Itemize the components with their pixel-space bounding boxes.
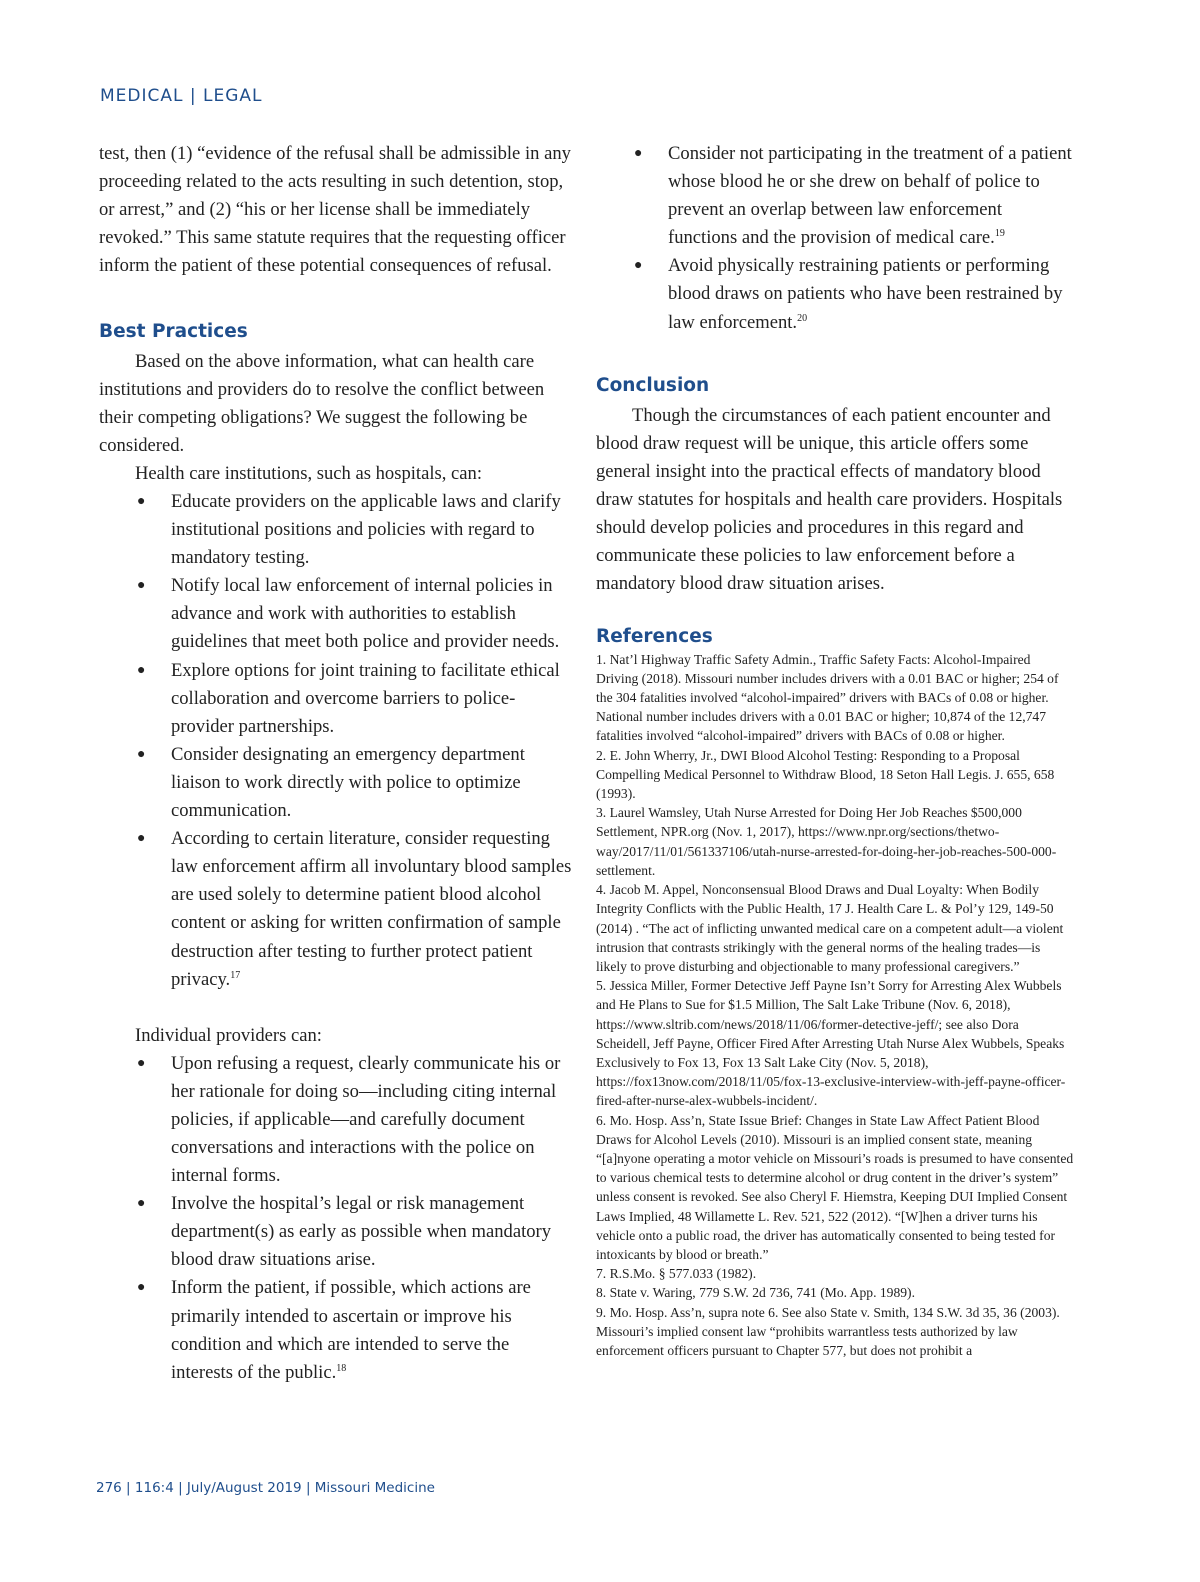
footnote-ref: 19 [994, 228, 1005, 240]
institution-list [99, 488, 573, 994]
bullet-icon: ● [634, 146, 643, 161]
list-item: ● Inform the patient, if possible, which actions are primarily intended to ascertain or improve his condition and which are intended to serve the interests of the public.$^{18}$ [99, 1274, 573, 1386]
bullet-icon: ● [137, 746, 146, 762]
intro-paragraph: test, then (1) “evidence of the refusal shall be admissible in any proceeding related to the acts resulting in such detention, stop, or arrest,” and (2) “his or her license shall be immediately revoked.” This same statute requires that the requesting officer inform the patient of these potential consequences of refusal. [99, 143, 571, 276]
bullet-icon: ● [137, 831, 146, 847]
reference-item: 6. Mo. Hosp. Ass’n, State Issue Brief: Changes in State Law Affect Patient Blood Draws for Alcohol Levels (2010). Missouri is an implied consent state, meaning “[a]nyone operating a motor vehicle on Missouri’s roads is presumed to have consented to various chemical tests to determine alcohol or drug content in the driver’s system” unless consent is revoked. See also Cheryl F. Hiemstra, Keeping DUI Implied Consent Laws Implied, 48 Willamette L. Rev. 521, 522 (2012). “[W]hen a driver turns his vehicle onto a public road, the driver has automatically consented to being tested for intoxicants by blood or breath.” [596, 1112, 1074, 1262]
reference-item: 1. Nat’l Highway Traffic Safety Admin., Traffic Safety Facts: Alcohol-Impaired Driving (2018). Missouri number includes drivers with a 0.01 BAC or higher; 254 of the 304 fatalities involved “alcohol-impaired” drivers with BACs of 0.08 or higher. National number includes drivers with a 0.01 BAC or higher; 10,874 of the 12,747 fatalities involved “alcohol-impaired” drivers with BACs of 0.08 or higher. [596, 651, 1059, 744]
bullet-icon: ● [137, 662, 146, 678]
footnote-ref: 20 [797, 312, 808, 324]
list-item: ● Avoid physically restraining patients or performing blood draws on patients who have been restrained by law enforcement.$^{20}$ [596, 252, 1074, 336]
provider-list [99, 1050, 573, 1387]
left-column [99, 140, 573, 1387]
list-item: ● According to certain literature, consider requesting law enforcement affirm all involuntary blood samples are used solely to determine patient blood alcohol content or asking for written confirmation of sample destruction after testing to further protect patient privacy.$^{17}$ [99, 825, 573, 994]
institutions-lead: Health care institutions, such as hospitals, can: [135, 463, 483, 484]
best-practices-heading: Best Practices [99, 321, 248, 342]
references-list [596, 650, 1074, 1361]
section-label: MEDICAL | LEGAL [100, 86, 263, 106]
list-item: ● Notify local law enforcement of internal policies in advance and work with authorities to establish guidelines that meet both police and provider needs. [99, 572, 573, 656]
footnote-ref: 17 [230, 969, 241, 981]
conclusion-paragraph: Though the circumstances of each patient encounter and blood draw request will be unique, this article offers some general insight into the practical effects of mandatory blood draw statutes for hospitals and health care providers. Hospitals should develop policies and procedures in this regard and communicate these policies to law enforcement before a mandatory blood draw situation arises. [596, 404, 1063, 594]
list-item: ● Explore options for joint training to facilitate ethical collaboration and overcome barriers to police-provider partnerships. [99, 657, 573, 741]
reference-item: 4. Jacob M. Appel, Nonconsensual Blood Draws and Dual Loyalty: When Bodily Integrity Conflicts with the Public Health, 17 J. Health Care L. & Pol’y 129, 149-50 (2014) . “The act of inflicting unwanted medical care on a competent adult—a violent intrusion that contrasts strikingly with the general norms of the healing trades—is likely to prove disturbing and objectionable to many professional caregivers.” [596, 882, 1064, 974]
list-item: ● Consider designating an emergency department liaison to work directly with police to optimize communication. [99, 741, 573, 825]
conclusion-heading: Conclusion [596, 374, 710, 396]
list-item: ● Consider not participating in the treatment of a patient whose blood he or she drew on behalf of police to prevent an overlap between law enforcement functions and the provision of medical care.$^{19}$ [596, 140, 1074, 252]
reference-item: 7. R.S.Mo. § 577.033 (1982). [596, 1266, 757, 1282]
providers-lead: Individual providers can: [135, 1024, 322, 1046]
best-practices-paragraph: Based on the above information, what can health care institutions and providers do to resolve the conflict between their competing obligations? We suggest the following be considered. [99, 351, 545, 456]
bullet-icon: ● [137, 494, 146, 509]
provider-list-continued [596, 140, 1074, 337]
reference-item: 3. Laurel Wamsley, Utah Nurse Arrested for Doing Her Job Reaches $500,000 Settlement, NPR.org (Nov. 1, 2017), https://www.npr.org/sections/thetwo-way/2017/11/01/561337106/utah-nurse-arrested-for-doing-her-job-reaches-500-000-settlement. [596, 805, 1057, 878]
reference-item: 5. Jessica Miller, Former Detective Jeff Payne Isn’t Sorry for Arresting Alex Wubbels and He Plans to Sue for $1.5 Million, The Salt Lake Tribune (Nov. 6, 2018), https://www.sltrib.com/news/2018/11/06/former-detective-jeff/; see also Dora Scheidell, Jeff Payne, Officer Fired After Arresting Utah Nurse Alex Wubbels, Speaks Exclusively to Fox 13, Fox 13 Salt Lake City (Nov. 5, 2018), https://fox13now.com/2018/11/05/fox-13-exclusive-interview-with-jeff-payne-officer-fired-after-nurse-alex-wubbels-incident/. [596, 978, 1066, 1109]
list-item: ● Involve the hospital’s legal or risk management department(s) as early as possible when mandatory blood draw situations arise. [99, 1190, 573, 1274]
bullet-icon: ● [137, 1055, 146, 1071]
right-column [596, 140, 1074, 1360]
reference-item: 2. E. John Wherry, Jr., DWI Blood Alcohol Testing: Responding to a Proposal Compelling Medical Personnel to Withdraw Blood, 18 Seton Hall Legis. J. 655, 658 (1993). [596, 747, 1055, 802]
bullet-icon: ● [137, 1196, 146, 1212]
list-item: ● Educate providers on the applicable laws and clarify institutional positions and policies with regard to mandatory testing. [99, 488, 573, 572]
references-heading: References [596, 625, 713, 647]
reference-item: 9. Mo. Hosp. Ass’n, supra note 6. See also State v. Smith, 134 S.W. 3d 35, 36 (2003). Missouri’s implied consent law “prohibits warrantless tests authorized by law enforcement officers pursuant to Chapter 577, but does not prohibit a [596, 1304, 1060, 1358]
bullet-icon: ● [137, 1280, 146, 1296]
page-footer: 276 | 116:4 | July/August 2019 | Missouri Medicine [96, 1480, 435, 1496]
bullet-icon: ● [634, 258, 643, 274]
list-item: ● Upon refusing a request, clearly communicate his or her rationale for doing so—including citing internal policies, if applicable—and carefully document conversations and interactions with the police on internal forms. [99, 1050, 573, 1190]
reference-item: 8. State v. Waring, 779 S.W. 2d 736, 741 (Mo. App. 1989). [596, 1285, 915, 1301]
footnote-ref: 18 [336, 1362, 347, 1374]
bullet-icon: ● [137, 578, 146, 594]
